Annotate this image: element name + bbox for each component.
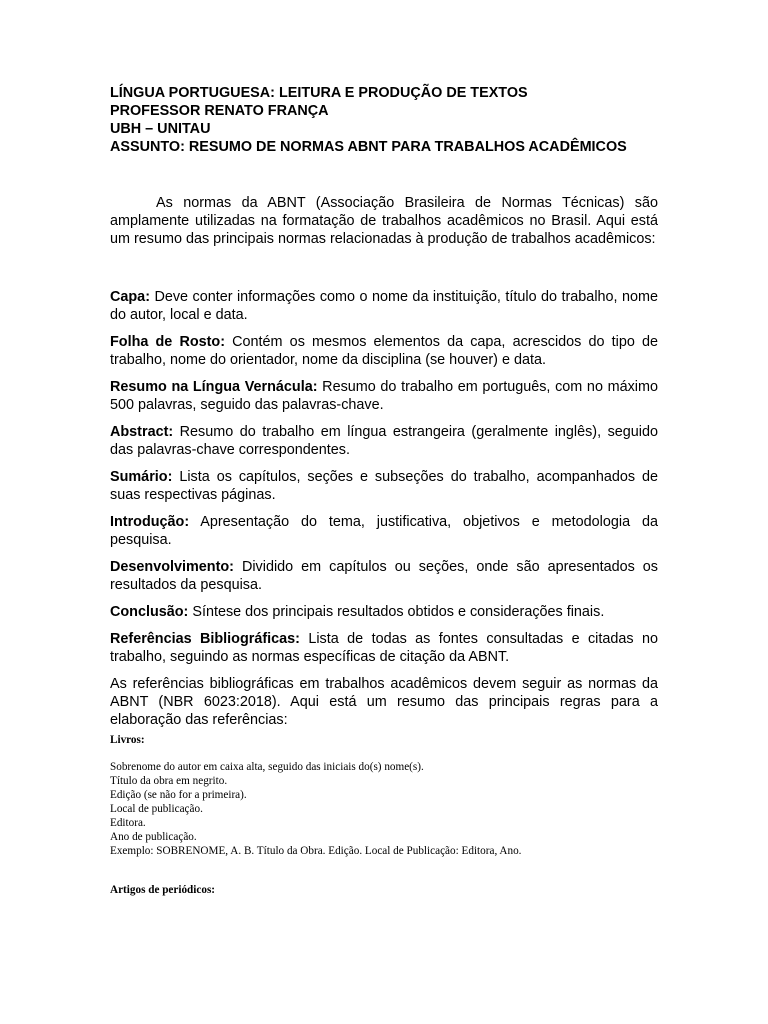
section-text: Contém os mesmos elementos da capa, acrescidos do tipo de trabalho, nome do orientador, nome da disciplina (se houver) e data. [110,334,658,368]
section-desenvolvimento [110,558,658,594]
section-referencias [110,630,658,666]
books-rule-line: Ano de publicação. [110,831,197,843]
books-rule-line: Edição (se não for a primeira). [110,789,247,801]
section-term: Introdução: [110,514,190,530]
section-text: Lista os capítulos, seções e subseções do trabalho, acompanhados de suas respectivas páginas. [110,469,658,503]
section-term: Abstract: [110,424,174,440]
section-text: Resumo do trabalho em português, com no máximo 500 palavras, seguido das palavras-chave. [110,379,658,413]
section-conclusao [110,603,658,621]
section-term: Sumário: [110,469,173,485]
section-text: Síntese dos principais resultados obtidos e considerações finais. [188,604,605,620]
section-term: Folha de Rosto: [110,334,226,350]
section-text: Lista de todas as fontes consultadas e citadas no trabalho, seguindo as normas específicas de citação da ABNT. [110,631,658,665]
books-rules-block [110,733,658,897]
books-heading: Livros: [110,734,145,746]
section-term: Desenvolvimento: [110,559,234,575]
section-sumario [110,468,658,504]
books-rule-line: Editora. [110,817,146,829]
sections-list [110,288,658,666]
section-resumo [110,378,658,414]
section-term: Conclusão: [110,604,189,620]
document-header [110,84,658,156]
section-text: Apresentação do tema, justificativa, objetivos e metodologia da pesquisa. [110,514,658,548]
section-folha-de-rosto [110,333,658,369]
references-intro-paragraph: As referências bibliográficas em trabalhos acadêmicos devem seguir as normas da ABNT (NBR 6023:2018). Aqui está um resumo das principais regras para a elaboração das referências: [110,676,658,728]
header-course-title: LÍNGUA PORTUGUESA: LEITURA E PRODUÇÃO DE TEXTOS [110,85,528,101]
section-capa [110,288,658,324]
articles-heading: Artigos de periódicos: [110,884,216,896]
books-rule-line: Título da obra em negrito. [110,775,228,787]
header-subject: ASSUNTO: RESUMO DE NORMAS ABNT PARA TRABALHOS ACADÊMICOS [110,139,627,155]
section-term: Capa: [110,289,150,305]
section-text: Dividido em capítulos ou seções, onde são apresentados os resultados da pesquisa. [110,559,658,593]
books-example-line: Exemplo: SOBRENOME, A. B. Título da Obra. Edição. Local de Publicação: Editora, Ano. [110,845,522,857]
section-text: Resumo do trabalho em língua estrangeira (geralmente inglês), seguido das palavras-chave correspondentes. [110,424,658,458]
books-rule-line: Sobrenome do autor em caixa alta, seguido das iniciais do(s) nome(s). [110,761,424,773]
section-introducao [110,513,658,549]
section-text: Deve conter informações como o nome da instituição, título do trabalho, nome do autor, local e data. [110,289,658,323]
section-term: Referências Bibliográficas: [110,631,300,647]
section-term: Resumo na Língua Vernácula: [110,379,318,395]
header-institution: UBH – UNITAU [110,121,211,137]
header-professor: PROFESSOR RENATO FRANÇA [110,103,329,119]
intro-paragraph: As normas da ABNT (Associação Brasileira de Normas Técnicas) são amplamente utilizadas na formatação de trabalhos acadêmicos no Brasil. Aqui está um resumo das principais normas relacionadas à produção de trabalhos acadêmicos: [110,195,658,247]
books-rule-line: Local de publicação. [110,803,203,815]
document-page [110,84,658,897]
section-abstract [110,423,658,459]
